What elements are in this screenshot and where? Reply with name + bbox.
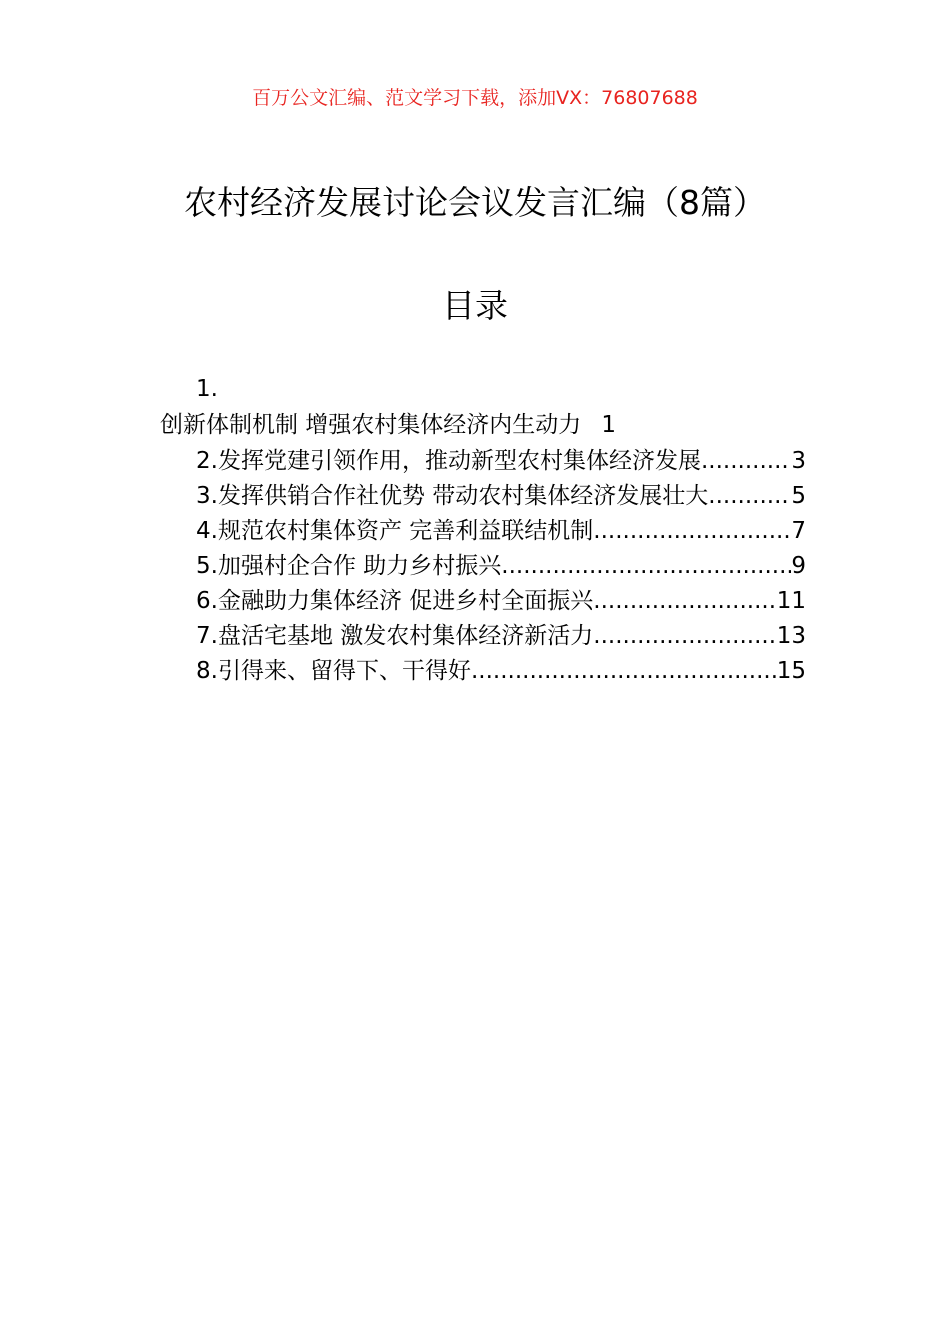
toc-entry-page: 13 <box>776 623 806 649</box>
toc-leader-dots <box>701 444 791 478</box>
toc-entry-page: 1 <box>601 412 616 438</box>
toc-entry-page: 9 <box>791 553 806 579</box>
toc-entry-title: 8.引得来、留得下、干得好 <box>196 658 471 684</box>
document-title: 农村经济发展讨论会议发言汇编（8篇） <box>184 183 766 222</box>
toc-leader-dots <box>501 549 791 583</box>
toc-entry-7[interactable] <box>196 619 806 653</box>
toc-leader-dots <box>593 619 776 653</box>
toc-entry-title: 3.发挥供销合作社优势 带动农村集体经济发展壮大 <box>196 483 709 509</box>
toc-entry-4[interactable] <box>196 514 806 548</box>
toc-entry-3[interactable] <box>196 479 806 513</box>
toc-leader-dots <box>593 514 791 548</box>
toc-entry-page: 11 <box>776 588 806 614</box>
toc-entry-2[interactable] <box>196 444 806 478</box>
toc-entry-1[interactable] <box>160 408 616 442</box>
toc-entry-8[interactable] <box>196 654 806 688</box>
toc-entry-title: 2.发挥党建引领作用，推动新型农村集体经济发展 <box>196 448 701 474</box>
toc-heading: 目录 <box>442 286 508 325</box>
toc-leader-dots <box>593 584 776 618</box>
toc-entry-title: 5.加强村企合作 助力乡村振兴 <box>196 553 502 579</box>
toc-entry-title: 6.金融助力集体经济 促进乡村全面振兴 <box>196 588 594 614</box>
toc-entry-1-number: 1. <box>196 376 218 402</box>
toc-leader-dots <box>708 479 791 513</box>
toc-entry-page: 3 <box>791 448 806 474</box>
toc-entry-title: 创新体制机制 增强农村集体经济内生动力 <box>160 412 582 438</box>
toc-entry-6[interactable] <box>196 584 806 618</box>
toc-entry-title: 7.盘活宅基地 激发农村集体经济新活力 <box>196 623 594 649</box>
toc-entry-page: 5 <box>791 483 806 509</box>
toc-leader-dots <box>471 654 777 688</box>
toc-entry-page: 7 <box>791 518 806 544</box>
watermark-banner: 百万公文汇编、范文学习下载，添加VX：76807688 <box>252 87 698 109</box>
toc-entry-page: 15 <box>776 658 806 684</box>
toc-entry-5[interactable] <box>196 549 806 583</box>
toc-entry-title: 4.规范农村集体资产 完善利益联结机制 <box>196 518 594 544</box>
